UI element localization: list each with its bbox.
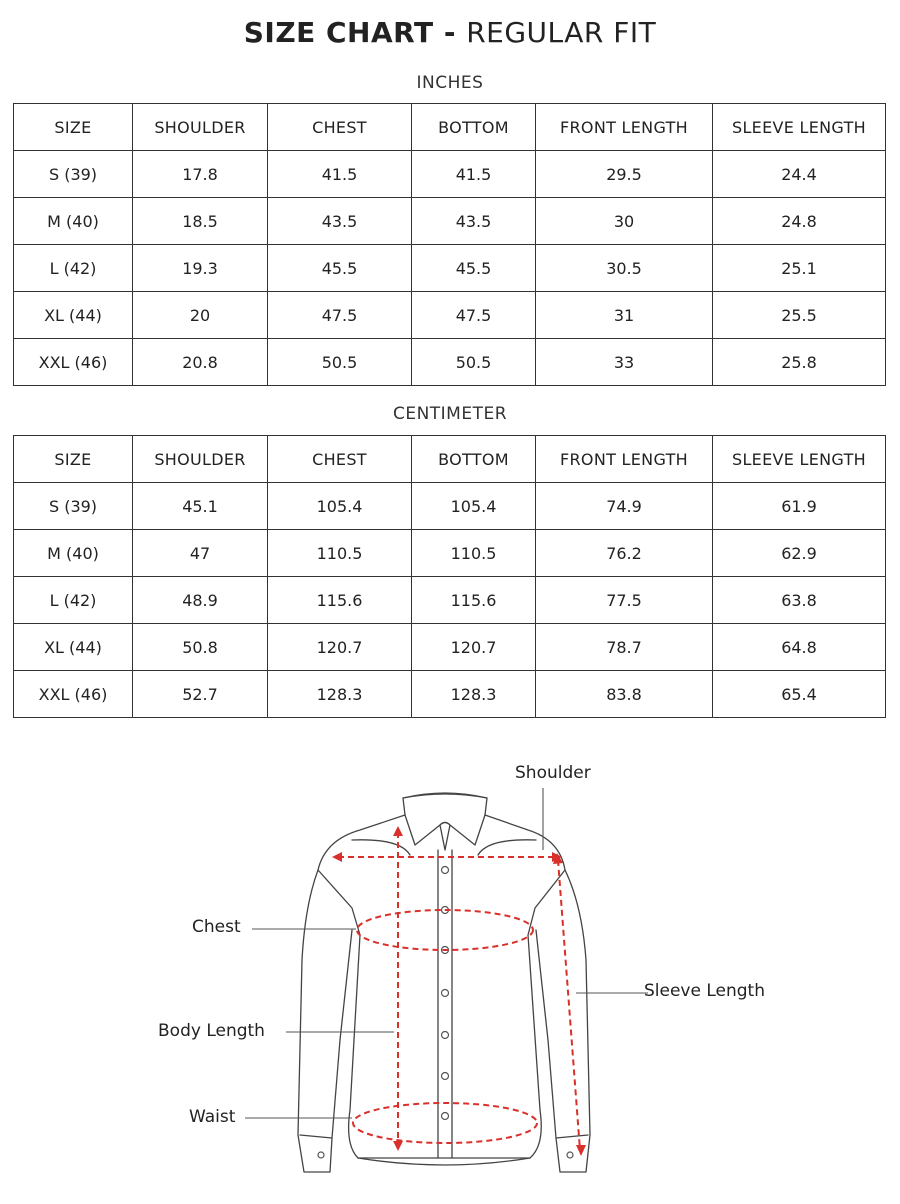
table-cell: 105.4 bbox=[412, 483, 536, 530]
table-cell: 45.5 bbox=[412, 245, 536, 292]
measurement-diagram bbox=[0, 740, 900, 1200]
table-cell: 128.3 bbox=[268, 671, 412, 718]
unit-label-centimeter: CENTIMETER bbox=[392, 404, 508, 424]
table-row bbox=[14, 530, 886, 577]
chest-label: Chest bbox=[192, 917, 241, 937]
table-cell: 83.8 bbox=[536, 671, 713, 718]
table-cell: 19.3 bbox=[133, 245, 268, 292]
table-cell: 43.5 bbox=[268, 198, 412, 245]
table-cell: 47 bbox=[133, 530, 268, 577]
arrow-heads bbox=[332, 826, 586, 1156]
table-cell: 74.9 bbox=[536, 483, 713, 530]
table-row bbox=[14, 292, 886, 339]
table-cell: 41.5 bbox=[412, 151, 536, 198]
table-cell: 50.5 bbox=[412, 339, 536, 386]
table-cell: 50.8 bbox=[133, 624, 268, 671]
table-cell: 64.8 bbox=[713, 624, 886, 671]
size-cell: XXL (46) bbox=[14, 339, 133, 386]
header-cell: BOTTOM bbox=[412, 436, 536, 483]
header-cell: CHEST bbox=[268, 436, 412, 483]
table-row bbox=[14, 671, 886, 718]
table-cell: 128.3 bbox=[412, 671, 536, 718]
table-row bbox=[14, 483, 886, 530]
size-table-centimeter bbox=[13, 435, 886, 718]
table-cell: 45.5 bbox=[268, 245, 412, 292]
body-length-label: Body Length bbox=[158, 1021, 265, 1041]
table-cell: 77.5 bbox=[536, 577, 713, 624]
size-cell: XL (44) bbox=[14, 292, 133, 339]
table-cell: 52.7 bbox=[133, 671, 268, 718]
header-cell: SHOULDER bbox=[133, 436, 268, 483]
table-cell: 120.7 bbox=[412, 624, 536, 671]
size-cell: S (39) bbox=[14, 151, 133, 198]
table-cell: 24.4 bbox=[713, 151, 886, 198]
shirt-illustration-icon bbox=[0, 740, 900, 1200]
table-cell: 120.7 bbox=[268, 624, 412, 671]
header-cell: SIZE bbox=[14, 436, 133, 483]
table-cell: 115.6 bbox=[412, 577, 536, 624]
table-row bbox=[14, 245, 886, 292]
shoulder-label: Shoulder bbox=[515, 763, 591, 783]
table-cell: 65.4 bbox=[713, 671, 886, 718]
table-cell: 33 bbox=[536, 339, 713, 386]
measurement-guides bbox=[338, 832, 580, 1150]
title-bold: SIZE CHART - bbox=[243, 16, 467, 49]
table-cell: 24.8 bbox=[713, 198, 886, 245]
table-cell: 29.5 bbox=[536, 151, 713, 198]
header-cell: FRONT LENGTH bbox=[536, 104, 713, 151]
table-cell: 20 bbox=[133, 292, 268, 339]
size-cell: XXL (46) bbox=[14, 671, 133, 718]
table-cell: 50.5 bbox=[268, 339, 412, 386]
header-cell: CHEST bbox=[268, 104, 412, 151]
title-rest: REGULAR FIT bbox=[466, 16, 657, 49]
table-row bbox=[14, 577, 886, 624]
table-cell: 20.8 bbox=[133, 339, 268, 386]
size-cell: S (39) bbox=[14, 483, 133, 530]
waist-guide bbox=[353, 1103, 537, 1143]
table-cell: 30.5 bbox=[536, 245, 713, 292]
table-cell: 47.5 bbox=[268, 292, 412, 339]
table-cell: 45.1 bbox=[133, 483, 268, 530]
table-cell: 76.2 bbox=[536, 530, 713, 577]
table-cell: 25.5 bbox=[713, 292, 886, 339]
table-cell: 62.9 bbox=[713, 530, 886, 577]
header-cell: BOTTOM bbox=[412, 104, 536, 151]
table-header-row bbox=[14, 436, 886, 483]
header-cell: SHOULDER bbox=[133, 104, 268, 151]
table-cell: 48.9 bbox=[133, 577, 268, 624]
table-cell: 41.5 bbox=[268, 151, 412, 198]
table-cell: 31 bbox=[536, 292, 713, 339]
table-cell: 47.5 bbox=[412, 292, 536, 339]
size-table-inches bbox=[13, 103, 886, 386]
unit-label-inches: INCHES bbox=[416, 73, 484, 93]
table-cell: 110.5 bbox=[412, 530, 536, 577]
page-title bbox=[0, 16, 900, 49]
table-header-row bbox=[14, 104, 886, 151]
table-cell: 78.7 bbox=[536, 624, 713, 671]
header-cell: FRONT LENGTH bbox=[536, 436, 713, 483]
table-cell: 63.8 bbox=[713, 577, 886, 624]
table-cell: 105.4 bbox=[268, 483, 412, 530]
table-cell: 30 bbox=[536, 198, 713, 245]
table-cell: 61.9 bbox=[713, 483, 886, 530]
size-cell: L (42) bbox=[14, 245, 133, 292]
size-cell: M (40) bbox=[14, 530, 133, 577]
table-cell: 115.6 bbox=[268, 577, 412, 624]
table-cell: 43.5 bbox=[412, 198, 536, 245]
table-cell: 110.5 bbox=[268, 530, 412, 577]
sleeve-length-label: Sleeve Length bbox=[644, 981, 765, 1001]
table-cell: 25.8 bbox=[713, 339, 886, 386]
table-row bbox=[14, 624, 886, 671]
size-cell: L (42) bbox=[14, 577, 133, 624]
header-cell: SLEEVE LENGTH bbox=[713, 436, 886, 483]
header-cell: SIZE bbox=[14, 104, 133, 151]
table-row bbox=[14, 198, 886, 245]
header-cell: SLEEVE LENGTH bbox=[713, 104, 886, 151]
size-cell: XL (44) bbox=[14, 624, 133, 671]
table-cell: 25.1 bbox=[713, 245, 886, 292]
table-cell: 17.8 bbox=[133, 151, 268, 198]
table-cell: 18.5 bbox=[133, 198, 268, 245]
chest-guide bbox=[357, 910, 533, 950]
table-row bbox=[14, 151, 886, 198]
waist-label: Waist bbox=[189, 1107, 236, 1127]
size-cell: M (40) bbox=[14, 198, 133, 245]
table-row bbox=[14, 339, 886, 386]
